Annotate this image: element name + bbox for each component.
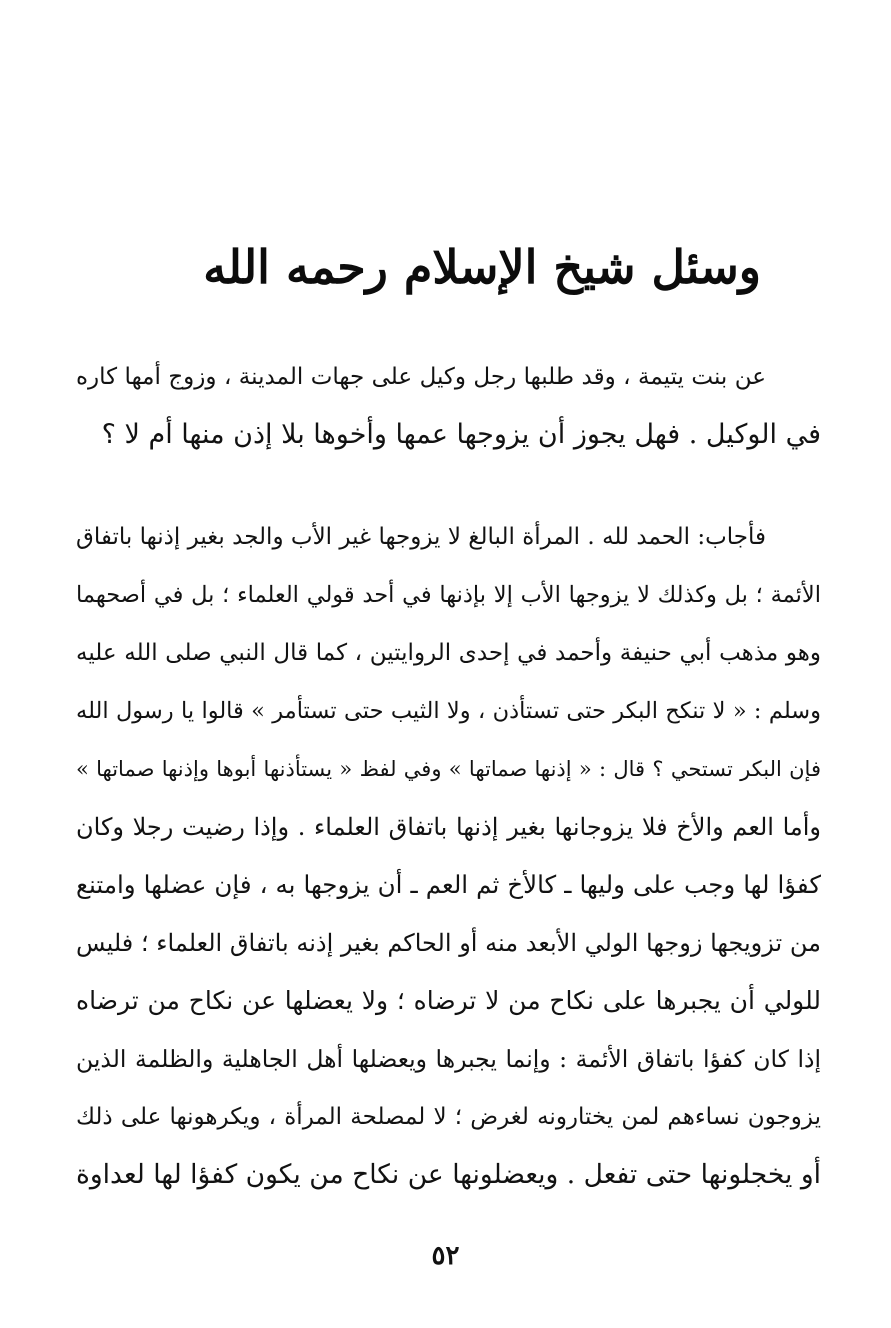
answer-line: وأما العم والأخ فلا يزوجانها بغير إذنها باتفاق العلماء . وإذا رضيت رجلا وكان [76,813,821,841]
answer-line: الأئمة ؛ بل وكذلك لا يزوجها الأب إلا بإذنها في أحد قولي العلماء ؛ بل في أصحهما [76,582,821,608]
answer-line: إذا كان كفؤا باتفاق الأئمة : وإنما يجبرها ويعضلها أهل الجاهلية والظلمة الذين [76,1045,821,1073]
answer-line: وهو مذهب أبي حنيفة وأحمد في إحدى الروايتين ، كما قال النبي صلى الله عليه [76,640,821,666]
page-number: ٥٢ [431,1241,460,1271]
question-paragraph [76,348,821,464]
answer-line: فأجاب: الحمد لله . المرأة البالغ لا يزوجها غير الأب والجد بغير إذنها باتفاق [76,524,766,550]
answer-line: فإن البكر تستحي ؟ قال : « إذنها صماتها » وفي لفظ « يستأذنها أبوها وإذنها صماتها » [76,757,821,781]
section-heading: وسئل شيخ الإسلام رحمه الله [203,240,761,294]
answer-line: يزوجون نساءهم لمن يختارونه لغرض ؛ لا لمصلحة المرأة ، ويكرهونها على ذلك [76,1104,821,1130]
question-line: في الوكيل . فهل يجوز أن يزوجها عمها وأخوها بلا إذن منها أم لا ؟ [101,419,821,450]
question-line: عن بنت يتيمة ، وقد طلبها رجل وكيل على جهات المدينة ، وزوج أمها كاره [76,364,766,390]
answer-paragraph [76,508,821,1204]
answer-line: وسلم : « لا تنكح البكر حتى تستأذن ، ولا الثيب حتى تستأمر » قالوا يا رسول الله [76,698,821,724]
answer-line: من تزويجها زوجها الولي الأبعد منه أو الحاكم بغير إذنه باتفاق العلماء ؛ فليس [76,929,821,957]
answer-line: للولي أن يجبرها على نكاح من لا ترضاه ؛ ولا يعضلها عن نكاح من ترضاه [76,986,821,1015]
answer-line: كفؤا لها وجب على وليها ـ كالأخ ثم العم ـ أن يزوجها به ، فإن عضلها وامتنع [76,870,821,899]
answer-line: أو يخجلونها حتى تفعل . ويعضلونها عن نكاح من يكون كفؤا لها لعداوة [76,1159,821,1190]
